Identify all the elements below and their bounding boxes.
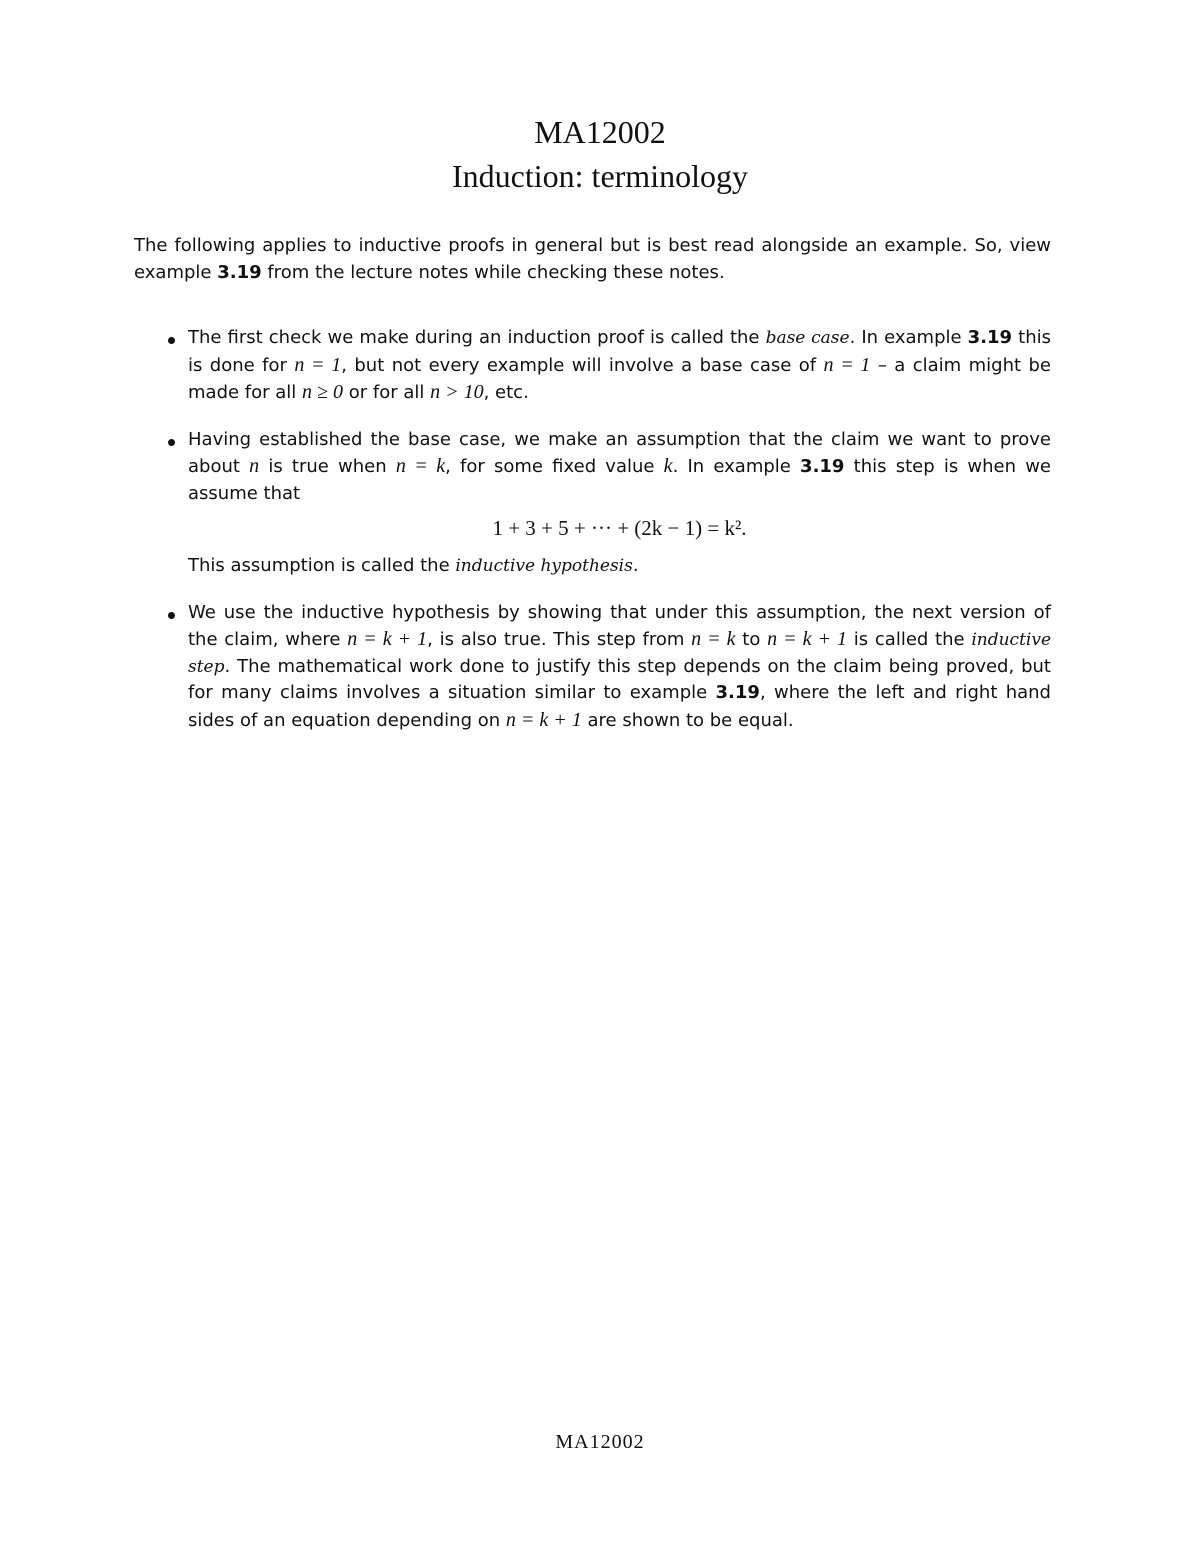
page-footer: MA12002 (555, 1431, 645, 1453)
math-expression: n = 1 (294, 353, 342, 376)
math-expression: n = k (691, 628, 736, 650)
item-text: . (632, 555, 639, 576)
math-expression: n ≥ 0 (302, 381, 343, 403)
math-expression: n = k + 1 (767, 628, 848, 650)
item-text: . In example (672, 456, 801, 477)
intro-text: from the lecture notes while checking these notes. (261, 261, 725, 283)
item-text: . In example (849, 327, 968, 348)
bullet-icon (168, 612, 175, 619)
example-reference: 3.19 (715, 682, 760, 703)
item-text: , where the left and right hand sides of an equation depending on (188, 682, 1051, 731)
intro-text: The following applies to inductive proofs in general but is best read alongside an example. So, view example (134, 235, 1051, 283)
item-text: , is also true. This step from (427, 629, 692, 650)
item-text: , for some fixed value (445, 456, 664, 477)
example-reference: 3.19 (967, 327, 1013, 348)
term-base-case: base case (765, 328, 850, 348)
math-expression: k (663, 455, 673, 477)
item-text: Having established the base case, we make an assumption that the claim we want to prove about (188, 428, 1051, 477)
page-title: Induction: terminology (452, 158, 748, 194)
item-text: is true when (259, 456, 396, 477)
list-item-inductive-step (134, 600, 1051, 735)
example-reference: 3.19 (800, 456, 845, 477)
item-text: – a claim might be made for all (188, 354, 1051, 403)
item-text: , etc. (483, 382, 529, 403)
item-text: We use the inductive hypothesis by showing that under this assumption, the next version of the claim, where (188, 601, 1051, 650)
item-text: This assumption is called the (188, 555, 456, 576)
math-expression: n = 1 (823, 353, 871, 376)
example-reference: 3.19 (217, 261, 262, 283)
math-expression: n = k + 1 (505, 708, 582, 731)
item-text: or for all (343, 382, 431, 403)
math-expression: n > 10 (430, 381, 484, 403)
item-text: are shown to be equal. (581, 709, 794, 731)
item-text: is called the (847, 629, 972, 650)
bullet-icon (168, 439, 175, 446)
term-inductive-hypothesis: inductive hypothesis (455, 556, 633, 576)
item-text: to (735, 629, 768, 650)
terminology-list (134, 325, 1051, 754)
term-inductive-step: inductive step (188, 630, 1052, 677)
math-expression: n = k + 1 (347, 628, 428, 650)
list-item-base-case (134, 325, 1051, 407)
list-item-inductive-hypothesis (134, 427, 1051, 580)
math-expression: n (249, 455, 260, 477)
item-text: this step is when we assume that (188, 456, 1051, 504)
item-text: this is done for (188, 327, 1051, 376)
course-code-heading: MA12002 (534, 114, 666, 150)
item-text: , but not every example will involve a base case of (341, 354, 824, 376)
math-expression: n = k (395, 455, 446, 477)
intro-paragraph (134, 233, 1051, 286)
item-text: The first check we make during an induction proof is called the (188, 327, 766, 348)
bullet-icon (168, 337, 175, 344)
sum-of-odd-numbers-equation: 1 + 3 + 5 + ··· + (2k − 1) = k². (492, 516, 747, 540)
item-text: . The mathematical work done to justify this step depends on the claim being proved, but for many claims involves a situation similar to example (188, 655, 1051, 703)
